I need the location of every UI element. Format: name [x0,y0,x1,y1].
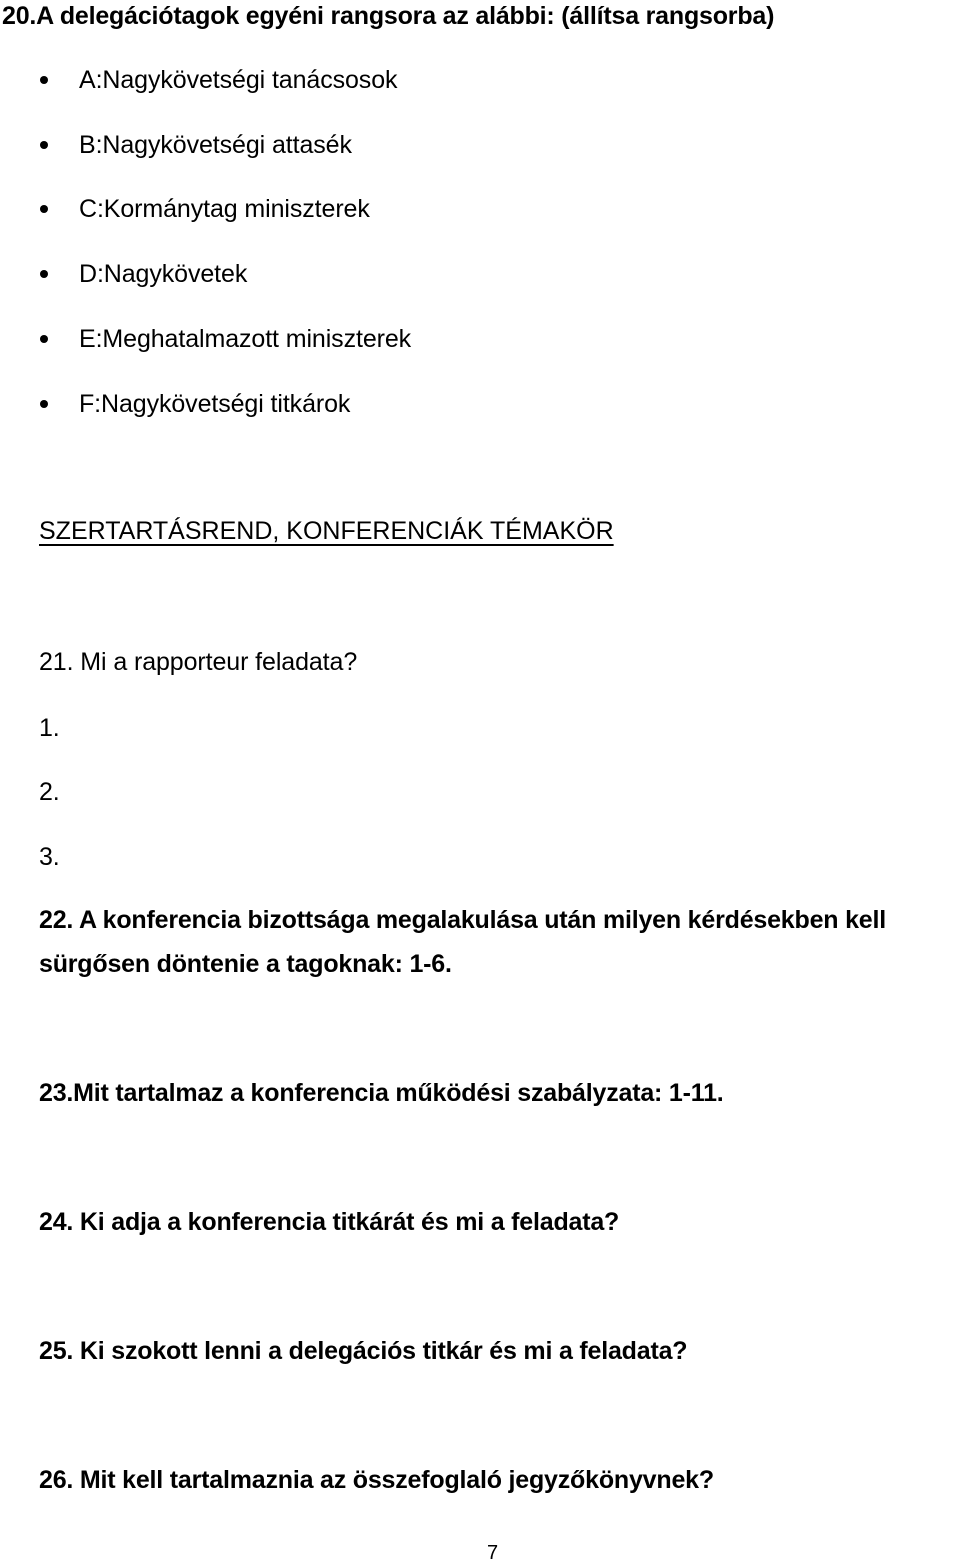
option-label: B:Nagykövetségi attasék [79,130,352,159]
question-22-line-2: sürgősen döntenie a tagoknak: 1-6. [39,950,452,978]
answer-line-2: 2. [39,778,60,806]
question-20-title: 20.A delegációtagok egyéni rangsora az alábbi: (állítsa rangsorba) [2,2,775,30]
bullet-icon [40,141,48,149]
question-21-title: 21. Mi a rapporteur feladata? [39,648,358,676]
option-label: D:Nagykövetek [79,259,248,288]
option-label: F:Nagykövetségi titkárok [79,389,351,418]
section-heading: SZERTARTÁSREND, KONFERENCIÁK TÉMAKÖR [39,517,614,545]
option-label: E:Meghatalmazott miniszterek [79,324,412,353]
option-item [40,128,352,162]
answer-line-1: 1. [39,714,60,742]
question-22-line-1: 22. A konferencia bizottsága megalakulása után milyen kérdésekben kell [39,906,886,934]
bullet-icon [40,76,48,84]
option-label: C:Kormánytag miniszterek [79,194,370,223]
option-item [40,387,350,421]
bullet-icon [40,270,48,278]
option-item [40,192,370,226]
question-24-title: 24. Ki adja a konferencia titkárát és mi a feladata? [39,1208,620,1236]
bullet-icon [40,335,48,343]
option-item [40,257,247,291]
question-25-title: 25. Ki szokott lenni a delegációs titkár és mi a feladata? [39,1337,688,1365]
answer-line-3: 3. [39,843,60,871]
bullet-icon [40,400,48,408]
question-23-title: 23.Mit tartalmaz a konferencia működési szabályzata: 1-11. [39,1079,724,1107]
question-26-title: 26. Mit kell tartalmaznia az összefoglaló jegyzőkönyvnek? [39,1466,714,1494]
option-label: A:Nagykövetségi tanácsosok [79,65,398,94]
page-number: 7 [487,1542,499,1564]
bullet-icon [40,205,48,213]
option-item [40,63,397,97]
option-item [40,322,411,356]
